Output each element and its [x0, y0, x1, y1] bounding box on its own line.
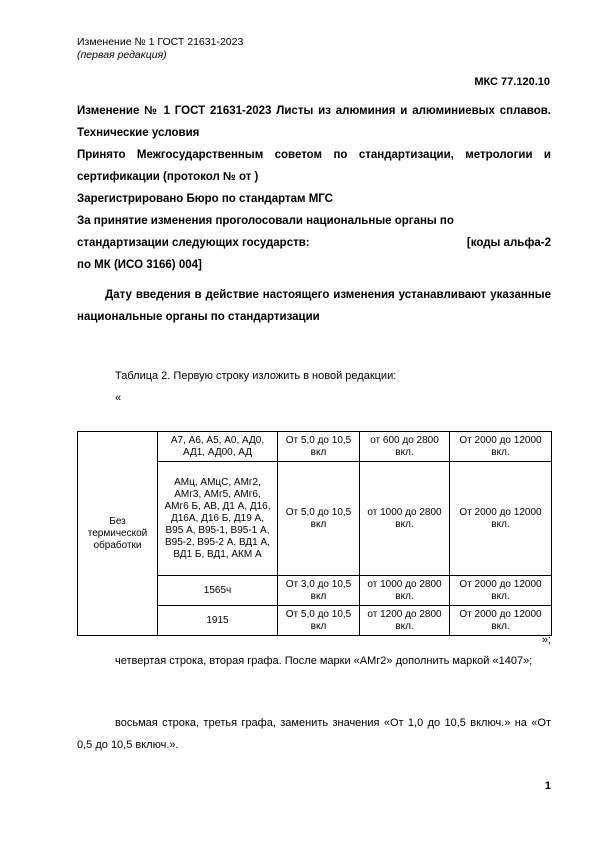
header-title: Изменение № 1 ГОСТ 21631-2023 — [77, 36, 244, 48]
table-row — [78, 432, 552, 462]
length-cell: От 2000 до 12000 вкл. — [450, 432, 552, 462]
thickness-cell: От 5,0 до 10,5 вкл — [278, 462, 360, 576]
registered-statement: Зарегистрировано Бюро по стандартам МГС — [77, 193, 333, 205]
voted-line-3: по МК (ИСО 3166) 004] — [77, 259, 202, 271]
width-cell: от 1000 до 2800 вкл. — [360, 462, 450, 576]
adopted-statement: Принято Межгосударственным советом по стандартизации, метрологии и сертификации (протокол № от ) — [77, 149, 551, 183]
quote-open: « — [115, 392, 122, 404]
amendment-title: Изменение № 1 ГОСТ 21631-2023 Листы из алюминия и алюминиевых сплавов. Технические условия — [77, 105, 551, 139]
mks-code: МКС 77.120.10 — [474, 76, 550, 88]
quote-close: »; — [541, 634, 551, 646]
amendment-table — [77, 431, 552, 636]
table-caption: Таблица 2. Первую строку изложить в новой редакции: — [115, 370, 397, 382]
grades-cell: 1915 — [158, 606, 278, 636]
page-number: 1 — [544, 780, 551, 792]
length-cell: От 2000 до 12000 вкл. — [450, 576, 552, 606]
voted-line-2-right: [коды альфа-2 — [466, 237, 551, 249]
paragraph-fourth-row-text: четвертая строка, вторая графа. После марки «АМг2» дополнить маркой «1407»; — [115, 655, 533, 667]
thickness-cell: От 3,0 до 10,5 вкл — [278, 576, 360, 606]
header-edition: (первая редакция) — [77, 49, 167, 61]
thickness-cell: От 5,0 до 10,5 вкл — [278, 606, 360, 636]
grades-cell: 1565ч — [158, 576, 278, 606]
voted-line-1: За принятие изменения проголосовали национальные органы по — [77, 215, 454, 227]
effective-date-block — [77, 284, 551, 328]
voted-line-2-left: стандартизации следующих государств: — [77, 237, 310, 249]
paragraph-fourth-row — [77, 650, 551, 672]
length-cell: От 2000 до 12000 вкл. — [450, 462, 552, 576]
paragraph-eighth-row-text: восьмая строка, третья графа, заменить значения «От 1,0 до 10,5 включ.» на «От 0,5 до 10,5 включ.». — [77, 717, 551, 751]
paragraph-eighth-row — [77, 712, 551, 756]
running-header — [77, 36, 243, 62]
grades-cell: А7, А6, А5, А0, АД0, АД1, АД00, АД — [158, 432, 278, 462]
width-cell: от 600 до 2800 вкл. — [360, 432, 450, 462]
intro-block — [77, 100, 551, 276]
row-header-cell: Без термической обработки — [78, 432, 158, 636]
voted-line-2 — [77, 232, 551, 254]
width-cell: от 1000 до 2800 вкл. — [360, 576, 450, 606]
grades-cell: АМц, АМцС, АМг2, АМг3, АМг5, АМг6, АМг6 Б, АВ, Д1 А, Д16, Д16А, Д16 Б, Д19 А, В95 А, В95-1, В95-1 А, В95-2, В95-2 А, ВД1 А, ВД1 Б, ВД1, АКМ А — [158, 462, 278, 576]
thickness-cell: От 5,0 до 10,5 вкл — [278, 432, 360, 462]
length-cell: От 2000 до 12000 вкл. — [450, 606, 552, 636]
effective-date-text: Дату введения в действие настоящего изменения устанавливают указанные национальные органы по стандартизации — [77, 289, 551, 323]
width-cell: от 1200 до 2800 вкл. — [360, 606, 450, 636]
